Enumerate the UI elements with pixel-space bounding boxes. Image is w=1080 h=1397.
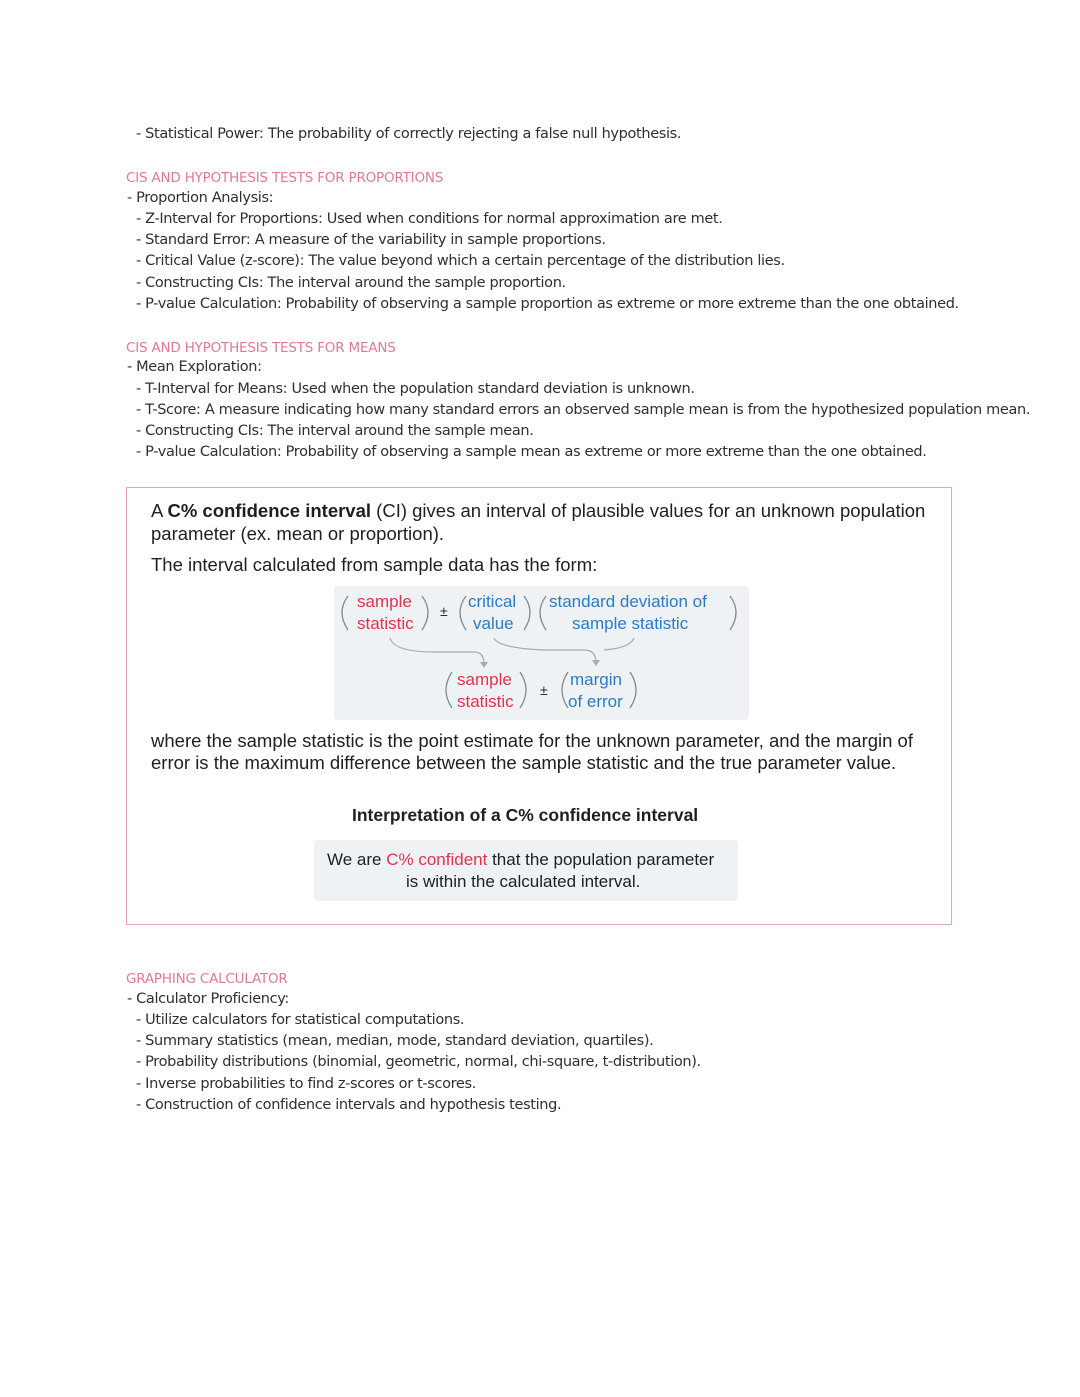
interpretation-title: Interpretation of a C% confidence interval	[352, 805, 699, 825]
list-item: - Standard Error: A measure of the variability in sample proportions.	[136, 232, 606, 248]
interp-b: that the population parameter	[487, 850, 715, 869]
formula-sample: sample	[357, 592, 412, 611]
formula-sample-2: sample	[457, 670, 512, 689]
mean-exploration-subheading: - Mean Exploration:	[127, 359, 262, 375]
formula-value: value	[473, 614, 514, 633]
formula-critical: critical	[468, 592, 517, 611]
list-item: - Z-Interval for Proportions: Used when conditions for normal approximation are met.	[136, 211, 723, 227]
interp-a: We are	[327, 850, 387, 869]
ci-form-line: The interval calculated from sample data has the form:	[151, 554, 598, 575]
ci-where-line2: error is the maximum difference between the sample statistic and the true parameter value.	[151, 752, 897, 773]
ci-intro-line2: parameter (ex. mean or proportion).	[151, 523, 445, 544]
formula-margin: margin	[570, 670, 622, 689]
list-item: - Construction of confidence intervals and hypothesis testing.	[136, 1097, 562, 1113]
list-item: - T-Interval for Means: Used when the population standard deviation is unknown.	[136, 381, 695, 397]
list-item: - Critical Value (z-score): The value beyond which a certain percentage of the distribution lies.	[136, 253, 785, 269]
list-item: - Constructing CIs: The interval around the sample mean.	[136, 423, 534, 439]
list-item: - P-value Calculation: Probability of observing a sample proportion as extreme or more extreme than the one obtained.	[136, 296, 959, 312]
list-item: - Constructing CIs: The interval around the sample proportion.	[136, 275, 566, 291]
formula-plus-minus-1: ±	[440, 603, 448, 619]
ci-intro-a: A	[151, 500, 168, 521]
arrow-right-icon	[592, 660, 600, 666]
list-item: - T-Score: A measure indicating how many standard errors an observed sample mean is from the hypothesized population mean.	[136, 402, 1031, 418]
ci-intro-line1	[151, 500, 925, 522]
interp-red: C% confident	[386, 850, 488, 869]
list-item: - Probability distributions (binomial, geometric, normal, chi-square, t-distribution).	[136, 1054, 701, 1070]
ci-intro-bold: C% confidence interval	[167, 500, 372, 521]
formula-sd-line1: standard deviation of	[549, 592, 707, 611]
calculator-subheading: - Calculator Proficiency:	[127, 991, 289, 1007]
section-heading-proportions: CIS AND HYPOTHESIS TESTS FOR PROPORTIONS	[126, 170, 444, 186]
formula-statistic-2: statistic	[457, 692, 514, 711]
formula-statistic: statistic	[357, 614, 414, 633]
section-heading-means: CIS AND HYPOTHESIS TESTS FOR MEANS	[126, 340, 396, 356]
interpretation-line1	[327, 850, 714, 870]
list-item: - Summary statistics (mean, median, mode, standard deviation, quartiles).	[136, 1033, 654, 1049]
list-item: - Inverse probabilities to find z-scores or t-scores.	[136, 1076, 476, 1092]
statistical-power-item: - Statistical Power: The probability of correctly rejecting a false null hypothesis.	[136, 126, 682, 142]
ci-intro-rest: (CI) gives an interval of plausible values for an unknown population	[371, 500, 926, 521]
formula-plus-minus-2: ±	[540, 682, 548, 698]
list-item: - P-value Calculation: Probability of observing a sample mean as extreme or more extreme than the one obtained.	[136, 444, 927, 460]
section-heading-calculator: GRAPHING CALCULATOR	[126, 971, 288, 987]
formula-sd-line2: sample statistic	[572, 614, 689, 633]
list-item: - Utilize calculators for statistical computations.	[136, 1012, 465, 1028]
formula-of-error: of error	[568, 692, 623, 711]
interpretation-line2: is within the calculated interval.	[406, 872, 641, 891]
ci-where-line1: where the sample statistic is the point estimate for the unknown parameter, and the margin of	[151, 730, 913, 751]
proportion-analysis-subheading: - Proportion Analysis:	[127, 190, 274, 206]
arrow-left-icon	[480, 662, 488, 668]
